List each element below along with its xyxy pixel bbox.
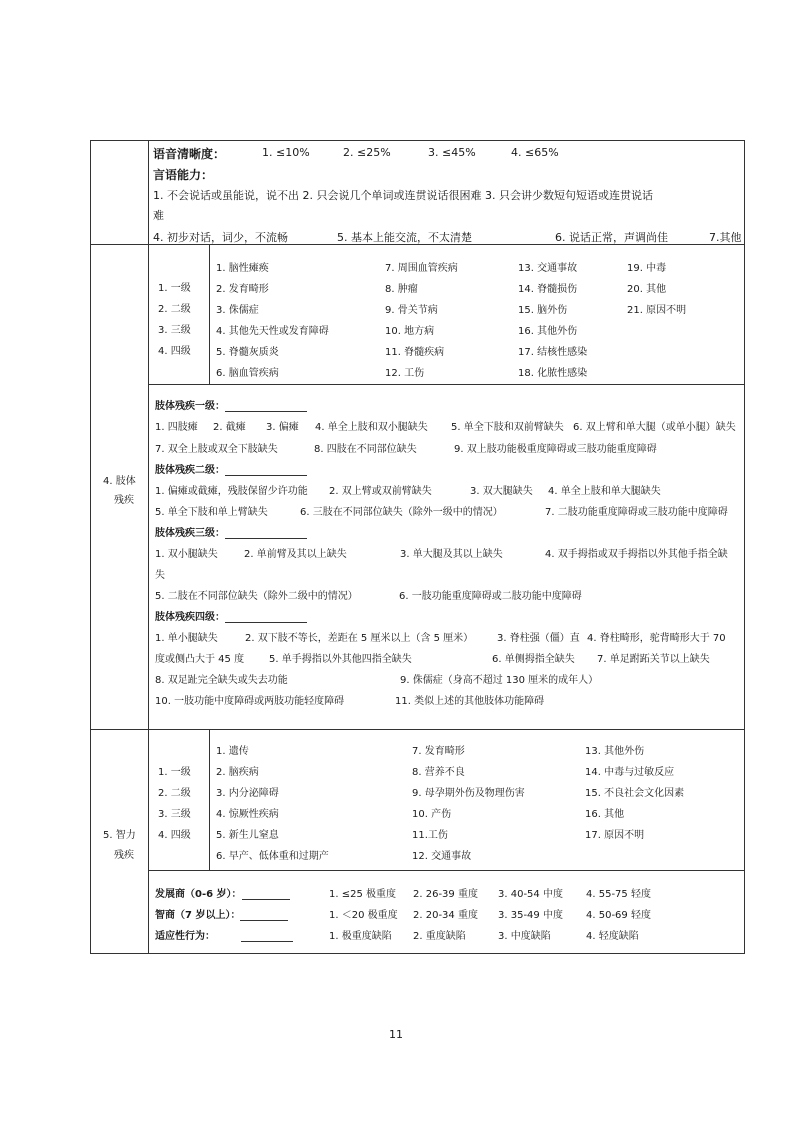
limb-level4-item: 8. 双足趾完全缺失或失去功能 (155, 675, 288, 686)
limb-level4-item: 7. 单足跗跖关节以上缺失 (597, 654, 710, 665)
limb-level2-title: 肢体残疾二级： (155, 461, 307, 476)
intellect-cause: 17. 原因不明 (585, 830, 645, 841)
limb-cause: 13. 交通事故 (518, 263, 578, 274)
intellect-cause: 15. 不良社会文化因素 (585, 788, 685, 799)
limb-label: 残疾 (114, 495, 134, 506)
limb-level3-title: 肢体残疾三级： (155, 524, 307, 539)
dq-option: 4. 55-75 轻度 (586, 889, 651, 900)
limb-level2-item: 5. 单全下肢和单上臂缺失 (155, 507, 268, 518)
intellect-grade: 4. 四级 (158, 830, 191, 841)
intellect-label: 残疾 (114, 850, 134, 861)
limb-level1-title: 肢体残疾一级： (155, 397, 307, 412)
limb-level3-item: 4. 双手拇指或双手拇指以外其他手指全缺 (545, 549, 728, 560)
limb-level2-item: 4. 单全上肢和单大腿缺失 (548, 486, 661, 497)
clarity-option: 4. ≤65% (511, 146, 559, 159)
limb-level3-item: 3. 单大腿及其以上缺失 (400, 549, 503, 560)
intellect-cause: 2. 脑疾病 (216, 767, 259, 778)
clarity-option: 3. ≤45% (428, 146, 476, 159)
limb-level1-item: 8. 四肢在不同部位缺失 (314, 444, 417, 455)
intellect-grade: 2. 二级 (158, 788, 191, 799)
limb-level1-item: 6. 双上臂和单大腿（或单小腿）缺失 (573, 422, 736, 433)
page-number: 11 (389, 1028, 403, 1041)
clarity-option: 1. ≤10% (262, 146, 310, 159)
intellect-cause: 8. 营养不良 (412, 767, 465, 778)
limb-level3-item-wrap: 失 (155, 570, 165, 581)
limb-level3-item: 5. 二肢在不同部位缺失（除外二级中的情况） (155, 591, 358, 602)
intellect-cause: 14. 中毒与过敏反应 (585, 767, 675, 778)
intellect-cause: 12. 交通事故 (412, 851, 472, 862)
intellect-cause: 9. 母孕期外伤及物理伤害 (412, 788, 525, 799)
limb-label: 4. 肢体 (103, 476, 136, 487)
adaptive-option: 4. 轻度缺陷 (586, 931, 639, 942)
limb-level1-item: 4. 单全上肢和双小腿缺失 (315, 422, 428, 433)
intellect-cause: 10. 产伤 (412, 809, 452, 820)
limb-level1-item: 1. 四肢瘫 (155, 422, 198, 433)
limb-cause: 9. 骨关节病 (385, 305, 438, 316)
intellect-cause: 5. 新生儿窒息 (216, 830, 279, 841)
ability-option: 4. 初步对话，词少，不流畅 (153, 231, 288, 244)
limb-level4-item: 10. 一肢功能中度障碍或两肢功能轻度障碍 (155, 696, 345, 707)
limb-level3-item: 6. 一肢功能重度障碍或二肢功能中度障碍 (399, 591, 582, 602)
limb-level4-item: 2. 双下肢不等长，差距在 5 厘米以上（含 5 厘米） (245, 633, 474, 644)
intellect-grade: 1. 一级 (158, 767, 191, 778)
intellect-cause: 1. 遗传 (216, 746, 249, 757)
limb-level1-item: 5. 单全下肢和双前臂缺失 (451, 422, 564, 433)
limb-level1-item: 7. 双全上肢或双全下肢缺失 (155, 444, 278, 455)
limb-level4-item: 11. 类似上述的其他肢体功能障碍 (395, 696, 545, 707)
ability-option: 5. 基本上能交流，不太清楚 (337, 231, 472, 244)
ability-line-1: 1. 不会说话或虽能说，说不出 2. 只会说几个单词或连贯说话很困难 3. 只会讲少数短句短语或连贯说话 (153, 189, 653, 202)
limb-level1-item: 2. 截瘫 (213, 422, 246, 433)
ability-option: 6. 说话正常，声调尚佳 (555, 231, 668, 244)
limb-cause: 6. 脑血管疾病 (216, 368, 279, 379)
ability-line-1-wrap: 难 (153, 209, 164, 222)
limb-cause: 3. 侏儒症 (216, 305, 259, 316)
adaptive-option: 1. 极重度缺陷 (329, 931, 392, 942)
adaptive-option: 2. 重度缺陷 (413, 931, 466, 942)
ability-option: 7.其他 (709, 231, 742, 244)
iq-option: 1. ＜20 极重度 (329, 910, 398, 921)
intellect-cause: 6. 早产、低体重和过期产 (216, 851, 329, 862)
iq-option: 2. 20-34 重度 (413, 910, 478, 921)
dq-option: 3. 40-54 中度 (498, 889, 563, 900)
limb-level4-title: 肢体残疾四级： (155, 608, 307, 623)
limb-level3-item: 1. 双小腿缺失 (155, 549, 218, 560)
limb-grade: 3. 三级 (158, 325, 191, 336)
limb-cause: 14. 脊髓损伤 (518, 284, 578, 295)
limb-level4-item: 9. 侏儒症（身高不超过 130 厘米的成年人） (400, 675, 599, 686)
limb-cause: 12. 工伤 (385, 368, 425, 379)
limb-level2-item: 2. 双上臂或双前臂缺失 (329, 486, 432, 497)
intellect-label: 5. 智力 (103, 830, 136, 841)
clarity-label: 语音清晰度： (153, 147, 226, 161)
limb-cause: 21. 原因不明 (627, 305, 687, 316)
intellect-cause: 4. 惊厥性疾病 (216, 809, 279, 820)
limb-cause: 16. 其他外伤 (518, 326, 578, 337)
limb-cause: 2. 发育畸形 (216, 284, 269, 295)
limb-cause: 18. 化脓性感染 (518, 368, 588, 379)
limb-level4-item-wrap: 度或侧凸大于 45 度 (155, 654, 245, 665)
dq-option: 2. 26-39 重度 (413, 889, 478, 900)
intellect-cause: 7. 发育畸形 (412, 746, 465, 757)
limb-cause: 17. 结核性感染 (518, 347, 588, 358)
intellect-cause: 13. 其他外伤 (585, 746, 645, 757)
limb-grade: 2. 二级 (158, 304, 191, 315)
limb-level2-item: 3. 双大腿缺失 (470, 486, 533, 497)
iq-option: 4. 50-69 轻度 (586, 910, 651, 921)
limb-cause: 15. 脑外伤 (518, 305, 568, 316)
limb-cause: 7. 周围血管疾病 (385, 263, 458, 274)
clarity-option: 2. ≤25% (343, 146, 391, 159)
adaptive-option: 3. 中度缺陷 (498, 931, 551, 942)
limb-grade: 1. 一级 (158, 283, 191, 294)
adaptive-label: 适应性行为： (155, 927, 293, 942)
limb-cause: 10. 地方病 (385, 326, 435, 337)
limb-level2-item: 7. 二肢功能重度障碍或三肢功能中度障碍 (545, 507, 728, 518)
dq-label: 发展商（0-6 岁）： (155, 885, 290, 900)
limb-level4-item: 1. 单小腿缺失 (155, 633, 218, 644)
intellect-cause: 11.工伤 (412, 830, 448, 841)
limb-level4-item: 5. 单手拇指以外其他四指全缺失 (269, 654, 412, 665)
limb-level2-item: 1. 偏瘫或截瘫，残肢保留少许功能 (155, 486, 308, 497)
limb-cause: 5. 脊髓灰质炎 (216, 347, 279, 358)
iq-label: 智商（7 岁以上）： (155, 906, 288, 921)
limb-cause: 1. 脑性瘫痪 (216, 263, 269, 274)
iq-option: 3. 35-49 中度 (498, 910, 563, 921)
limb-level4-item: 6. 单侧拇指全缺失 (492, 654, 575, 665)
limb-cause: 19. 中毒 (627, 263, 667, 274)
limb-level1-item: 3. 偏瘫 (266, 422, 299, 433)
intellect-cause: 16. 其他 (585, 809, 625, 820)
intellect-cause: 3. 内分泌障碍 (216, 788, 279, 799)
limb-cause: 11. 脊髓疾病 (385, 347, 445, 358)
dq-option: 1. ≤25 极重度 (329, 889, 397, 900)
limb-level4-item: 4. 脊柱畸形，驼背畸形大于 70 (587, 633, 726, 644)
limb-cause: 8. 肿瘤 (385, 284, 418, 295)
ability-label: 言语能力： (153, 168, 214, 182)
limb-cause: 4. 其他先天性或发育障碍 (216, 326, 329, 337)
limb-grade: 4. 四级 (158, 346, 191, 357)
limb-cause: 20. 其他 (627, 284, 667, 295)
limb-level4-item: 3. 脊柱强（僵）直 (497, 633, 580, 644)
limb-level3-item: 2. 单前臂及其以上缺失 (244, 549, 347, 560)
limb-level1-item: 9. 双上肢功能极重度障碍或三肢功能重度障碍 (454, 444, 657, 455)
limb-level2-item: 6. 三肢在不同部位缺失（除外一级中的情况） (300, 507, 503, 518)
intellect-grade: 3. 三级 (158, 809, 191, 820)
